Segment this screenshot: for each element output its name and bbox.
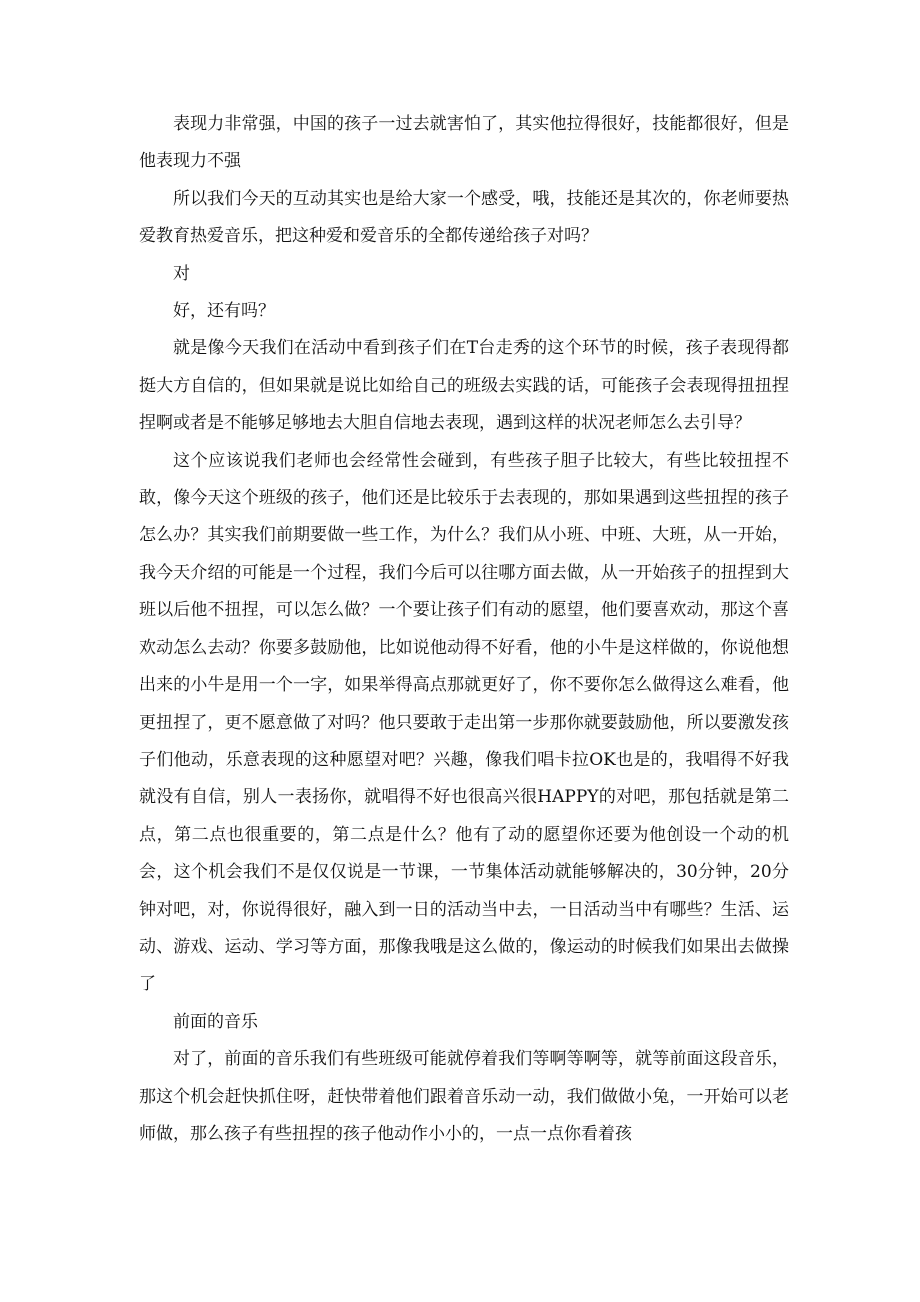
paragraph-6: 这个应该说我们老师也会经常性会碰到，有些孩子胆子比较大，有些比较扭捏不敢，像今天这个班级的孩子，他们还是比较乐于去表现的，那如果遇到这些扭捏的孩子怎么办？其实我们前期要做一些工作，为什么？我们从小班、中班、大班，从一开始，我今天介绍的可能是一个过程，我们今后可以往哪方面去做，从一开始孩子的扭捏到大班以后他不扭捏，可以怎么做？一个要让孩子们有动的愿望，他们要喜欢动，那这个喜欢动怎么去动？你要多鼓励他，比如说他动得不好看，他的小牛是这样做的，你说他想出来的小牛是用一个一字，如果举得高点那就更好了，你不要你怎么做得这么难看，他更扭捏了，更不愿意做了对吗？他只要敢于走出第一步那你就要鼓励他，所以要激发孩子们他动，乐意表现的这种愿望对吧？兴趣，像我们唱卡拉OK也是的，我唱得不好我就没有自信，别人一表扬你，就唱得不好也很高兴很HAPPY的对吧，那包括就是第二点，第二点也很重要的，第二点是什么？他有了动的愿望你还要为他创设一个动的机会，这个机会我们不是仅仅说是一节课，一节集体活动就能够解决的，30分钟，20分钟对吧，对，你说得很好，融入到一日的活动当中去，一日活动当中有哪些？生活、运动、游戏、运动、学习等方面，那像我哦是这么做的，像运动的时候我们如果出去做操了 [139,450,789,995]
paragraph-2: 所以我们今天的互动其实也是给大家一个感受，哦，技能还是其次的，你老师要热爱教育热爱音乐，把这种爱和爱音乐的全都传递给孩子对吗？ [139,188,789,247]
paragraph-3: 对 [173,263,190,284]
document-body [139,106,789,1153]
paragraph-5: 就是像今天我们在活动中看到孩子们在T台走秀的这个环节的时候，孩子表现得都挺大方自信的，但如果就是说比如给自己的班级去实践的话，可能孩子会表现得扭扭捏捏啊或者是不能够足够地去大胆自信地去表现，遇到这样的状况老师怎么去引导？ [139,338,789,434]
paragraph-8: 对了，前面的音乐我们有些班级可能就停着我们等啊等啊等，就等前面这段音乐，那这个机会赶快抓住呀，赶快带着他们跟着音乐动一动，我们做做小兔，一开始可以老师做，那么孩子有些扭捏的孩子他动作小小的，一点一点你看着孩 [139,1049,789,1144]
paragraph-1: 表现力非常强，中国的孩子一过去就害怕了，其实他拉得很好，技能都很好，但是他表现力不强 [139,114,789,172]
paragraph-4: 好，还有吗？ [173,301,275,322]
paragraph-7: 前面的音乐 [173,1011,258,1032]
